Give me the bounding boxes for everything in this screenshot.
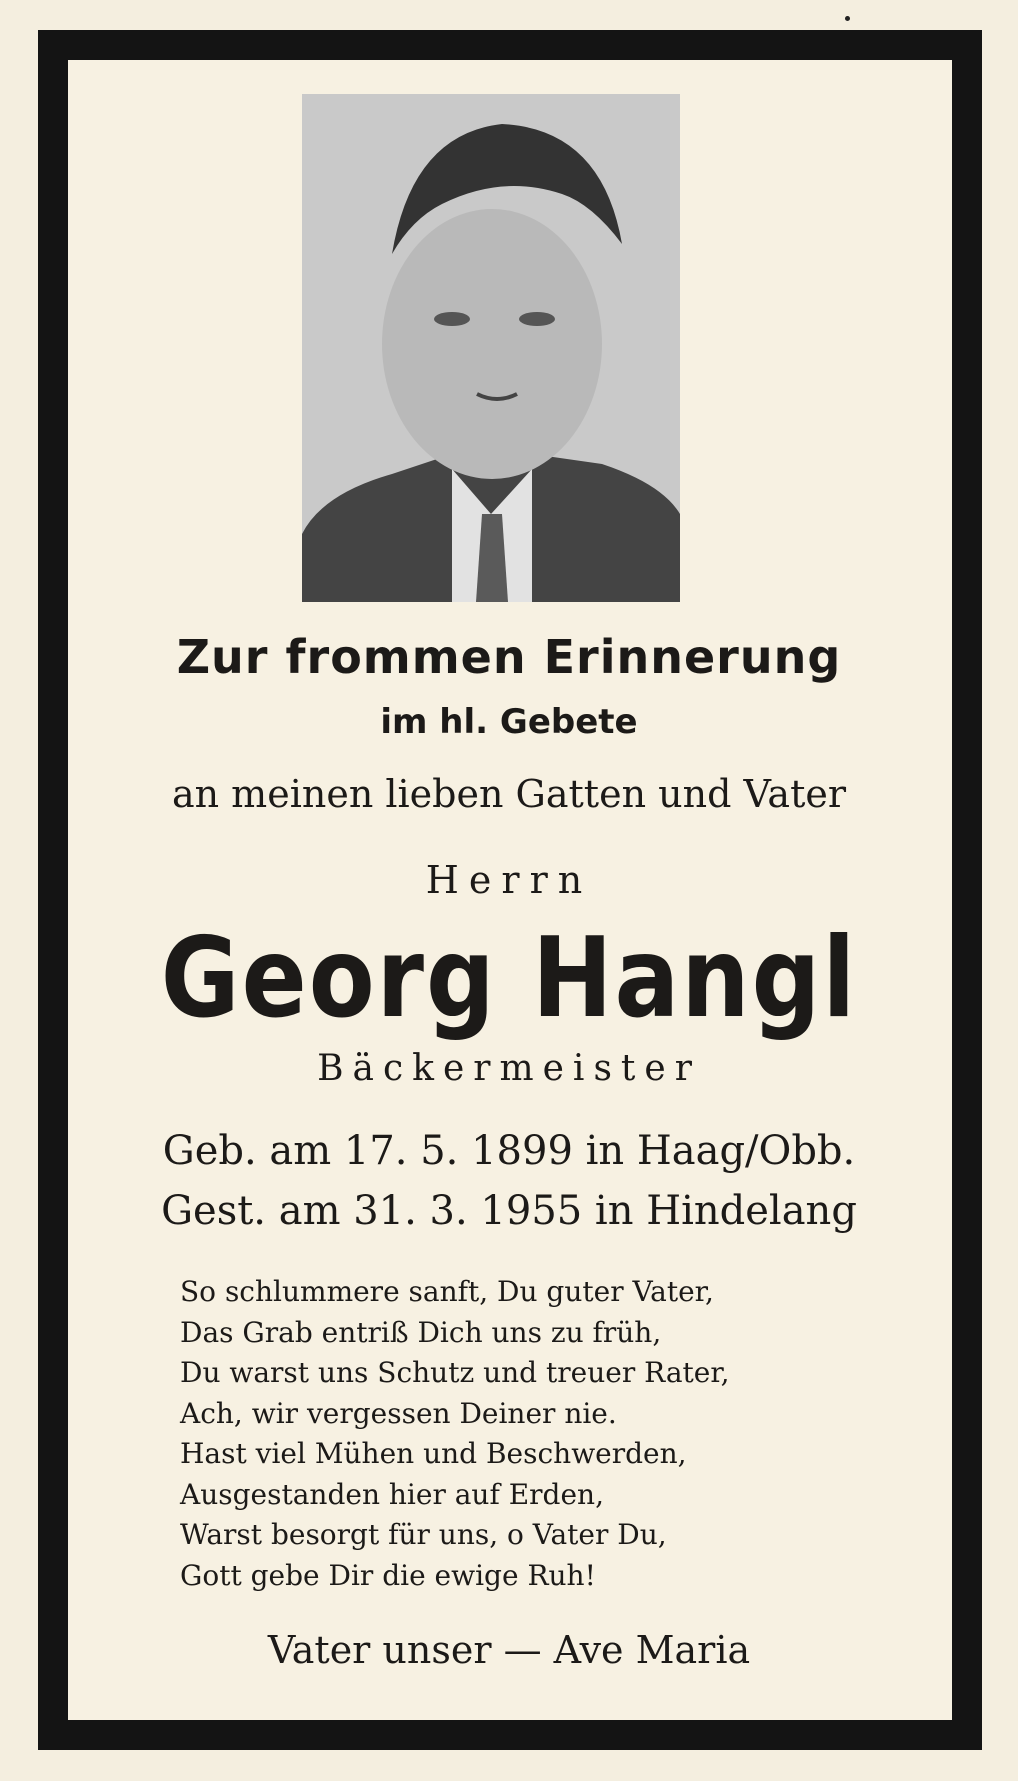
speck <box>845 16 850 21</box>
poem-line: So schlummere sanft, Du guter Vater, <box>180 1275 714 1308</box>
poem-line: Das Grab entriß Dich uns zu früh, <box>180 1315 662 1349</box>
poem-line: Ach, wir vergessen Deiner nie. <box>180 1396 617 1430</box>
subheading: im hl. Gebete <box>380 702 638 742</box>
heading: Zur frommen Erinnerung <box>176 630 842 684</box>
portrait-photo <box>302 94 680 602</box>
poem-line: Gott gebe Dir die ewige Ruh! <box>180 1558 596 1592</box>
poem-line: Warst besorgt für uns, o Vater Du, <box>180 1518 667 1551</box>
deceased-name: Georg Hangl <box>160 913 858 1043</box>
honorific: Herrn <box>425 858 593 902</box>
dedication: an meinen lieben Gatten und Vater <box>171 772 847 816</box>
poem-line: Hast viel Mühen und Beschwerden, <box>180 1437 687 1470</box>
poem-line: Du warst uns Schutz und treuer Rater, <box>180 1356 730 1389</box>
birth-line: Geb. am 17. 5. 1899 in Haag/Obb. <box>162 1128 856 1174</box>
prayer-line: Vater unser — Ave Maria <box>267 1628 751 1672</box>
profession: Bäckermeister <box>317 1048 701 1089</box>
death-line: Gest. am 31. 3. 1955 in Hindelang <box>161 1188 857 1234</box>
memorial-poem <box>180 1272 880 1596</box>
poem-line: Ausgestanden hier auf Erden, <box>180 1477 604 1511</box>
